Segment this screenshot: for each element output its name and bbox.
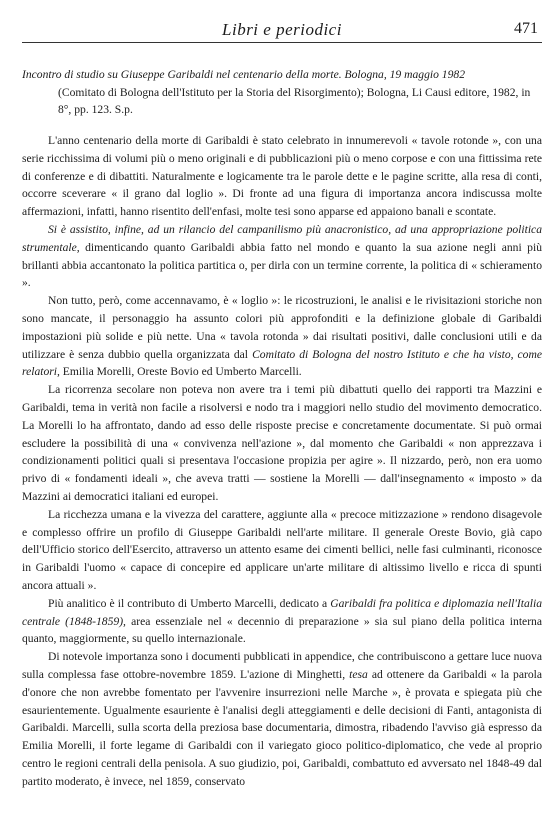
running-header [22,20,542,43]
review-body [22,132,542,790]
paragraph-text-italic: tesa [349,667,368,681]
paragraph-text: dimenticando quanto Garibaldi abbia fatto nel mondo e quanto la sua azione negli anni più brillanti abbia accantonato la politica partitica o, per dirla con un termine corrente, la politica di « schieramento ». [22,240,542,290]
paragraph [22,381,542,506]
paragraph-text: L'anno centenario della morte di Garibaldi è stato celebrato in innumerevoli « tavole rotonde », con una serie ricchissima di volumi più o meno originali e di pubblicazioni più o meno corpose e con una fittissima rete di conferenze e di dibattiti. Naturalmente e logicamente tra le parole dette e le pagine scritte, alla resa di conti, occorre sceverare « il grano dal loglio ». Di fronte ad una figura di importanza ancora indiscussa molte affermazioni, infatti, hanno risentito dell'enfasi, molte tesi sono apparse ed appaiono banali e scontate. [22,134,542,219]
paragraph-text: La ricorrenza secolare non poteva non avere tra i temi più dibattuti quello dei rapporti tra Mazzini e Garibaldi, tema in verità non facile a risolversi e nodo tra i maggiori nello studio del movimento democratico. La Morelli lo ha affrontato, dando ad esso delle risposte precise e concretamente documentate. Si può ormai escludere la possibilità di una « convivenza nell'azione », dal momento che Garibaldi « non apprezzava i condizionamenti politici quali si presentava l'occasione propizia per agire ». Il nizzardo, però, non era uomo privo di « fondamenti ideali », che aveva tratti — sostiene la Morelli — dall'insegnamento « imposto » da Mazzini ai democratici italiani ed europei. [22,383,542,503]
paragraph-text: Emilia Morelli, Oreste Bovio ed Umberto Marcelli. [59,365,302,379]
paragraph [22,221,542,292]
paragraph [22,292,542,381]
paragraph-text: La ricchezza umana e la vivezza del carattere, aggiunte alla « precoce mitizzazione » rendono disagevole e complesso offrire un profilo di Giuseppe Garibaldi nell'arte militare. Il generale Oreste Bovio, già capo dell'Ufficio storico dell'Esercito, attraverso un attento esame dei cimenti bellici, nelle fasi culminanti, riconosce in Garibaldi l'uomo « capace di concepire ed applicare un'arte militare di altissimo livello e ricca di spunti ancora attuali ». [22,507,542,592]
paragraph-text: Più analitico è il contributo di Umberto Marcelli, dedicato a [48,596,331,610]
citation-title: Incontro di studio su Giuseppe Garibaldi nel centenario della morte. Bologna, 19 maggio 1982 [22,68,465,81]
bibliographic-citation [22,66,542,119]
paragraph-text-italic: Comitato di Bologna del nostro Istituto e che ha visto, come relatori, [22,347,543,379]
paragraph [22,132,542,221]
paragraph-text: Non tutto, però, come accennavamo, è « loglio »: le ricostruzioni, le analisi e le rivisitazioni storiche non sono mancate, il personaggio ha assunto colori più approfonditi e la definizione globale di Garibaldi impostazioni più solide e più nette. Una « tavola rotonda » dai risultati positivi, dalle conclusioni utili e da utilizzare è senza dubbio quella organizzata dal [22,294,542,361]
paragraph-text: ad ottenere da Garibaldi « la parola d'onore che non avrebbe fomentato per l'avvenire insurrezioni nelle Marche », è provata e spiegata più che esaurientemente. Ugualmente esauriente è l'analisi degli atteggiamenti e delle decisioni di Fanti, antagonista di Garibaldi. Marcelli, sulla scorta della preziosa base documentaria, dimostra, ribadendo l'avviso già espresso da Emilia Morelli, il forte legame di Garibaldi con il variegato gioco politico-diplomatico, che vede al proprio centro le regioni centrali della penisola. A suo giudizio, poi, Garibaldi, combattuto ed avversato nel 1848-49 dal partito moderato, è invece, nel 1859, conservato [22,667,542,788]
paragraph-text: Di notevole importanza sono i documenti pubblicati in appendice, che contribuiscono a gettare luce nuova sulla complessa fase ottobre-novembre 1859. L'azione di Minghetti, [22,650,542,681]
paragraph-text-italic: Garibaldi fra politica e diplomazia nell'Italia centrale (1848-1859), [22,596,542,628]
paragraph [22,648,542,790]
section-title: Libri e periodici [222,20,342,39]
paragraph-text-italic: Si è assistito, infine, ad un rilancio del campanilismo più anacronistico, ad una appropriazione politica strumentale, [22,222,542,254]
page-number: 471 [514,20,538,37]
paragraph [22,595,542,648]
paragraph-text: area essenziale nel « decennio di preparazione » sia sul piano della politica interna quanto, maggiormente, su quello internazionale. [22,614,542,646]
citation-details: (Comitato di Bologna dell'Istituto per la Storia del Risorgimento); Bologna, Li Causi editore, 1982, in 8°, pp. 123. S.p. [58,85,531,116]
paragraph [22,506,542,595]
